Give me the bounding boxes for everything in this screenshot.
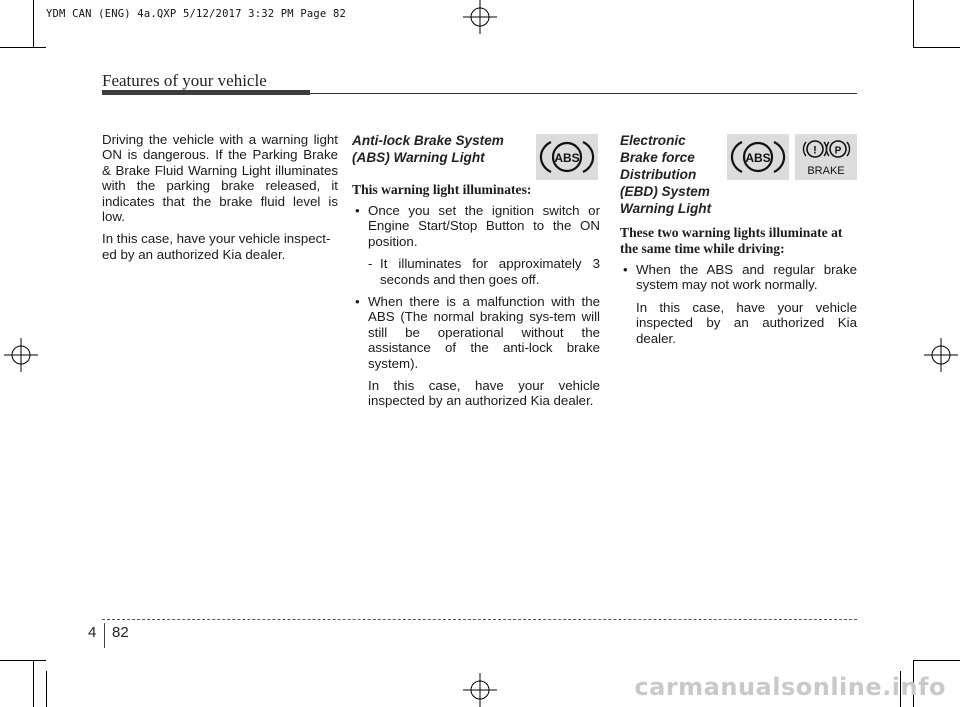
heading-line: Electronic <box>620 133 686 148</box>
crop-mark <box>914 47 960 48</box>
header-bar <box>102 90 310 95</box>
brake-icon-label: BRAKE <box>807 165 845 177</box>
paragraph: In this case, have your vehicle inspect-ed by an authorized Kia dealer. <box>102 231 331 262</box>
section-title: Features of your vehicle <box>102 71 267 90</box>
heading-line: Brake force <box>620 150 695 165</box>
indented-paragraph: In this case, have your vehicle inspected by an authorized Kia dealer. <box>368 378 600 409</box>
crop-mark <box>914 660 960 661</box>
abs-warning-icon <box>727 134 789 180</box>
chapter-number: 4 <box>88 624 97 641</box>
dash-mark: - <box>368 256 373 272</box>
dash-text: It illuminates for approximately 3 seconds and then goes off. <box>380 256 600 287</box>
crop-mark <box>913 0 914 48</box>
subheading: These two warning lights illuminate at the same time while driving: <box>620 225 843 256</box>
page-number-divider <box>104 623 105 648</box>
abs-icon-label: ABS <box>745 151 771 165</box>
subheading: This warning light illuminates: <box>352 182 532 197</box>
dash-item <box>352 256 600 287</box>
page-number: 82 <box>112 624 129 641</box>
heading-line: Distribution <box>620 167 697 182</box>
header-rule <box>310 93 857 94</box>
exclamation-glyph: ! <box>813 144 817 157</box>
registration-mark-icon <box>463 673 497 707</box>
section-heading: Anti-lock Brake System (ABS) Warning Light <box>352 133 504 165</box>
crop-mark <box>33 0 34 48</box>
print-slug: YDM CAN (ENG) 4a.QXP 5/12/2017 3:32 PM Page 82 <box>46 8 346 20</box>
bullet-item: • When the ABS and regular brake system may not work normally. <box>620 262 857 293</box>
footer-rule <box>102 619 857 620</box>
abs-warning-icon <box>536 134 598 180</box>
paragraph: Driving the vehicle with a warning light ON is dangerous. If the Parking Brake & Brake Fluid Warning Light illuminates with the parking brake released, it indicates that the brake fluid level is low. <box>102 132 338 225</box>
column-left <box>102 132 338 269</box>
crop-mark <box>46 671 47 707</box>
registration-mark-icon <box>463 0 497 34</box>
registration-mark-icon <box>924 338 958 372</box>
crop-mark <box>33 660 34 707</box>
bullet-item: • When there is a malfunction with the ABS (The normal braking sys-tem will still be operational without the assistance of the anti-lock brake system). <box>352 294 600 371</box>
abs-icon-label: ABS <box>554 151 580 165</box>
bullet-item: • Once you set the ignition switch or Engine Start/Stop Button to the ON position. <box>352 203 600 249</box>
crop-mark <box>0 660 46 661</box>
watermark: carmanualsonline.info <box>634 673 946 701</box>
brake-warning-icon <box>795 134 857 180</box>
parking-glyph: P <box>834 145 842 157</box>
crop-mark <box>0 47 46 48</box>
heading-line: Warning Light <box>620 201 712 216</box>
heading-line: (EBD) System <box>620 184 710 199</box>
indented-paragraph: In this case, have your vehicle inspected by an authorized Kia dealer. <box>636 299 857 346</box>
registration-mark-icon <box>4 338 38 372</box>
